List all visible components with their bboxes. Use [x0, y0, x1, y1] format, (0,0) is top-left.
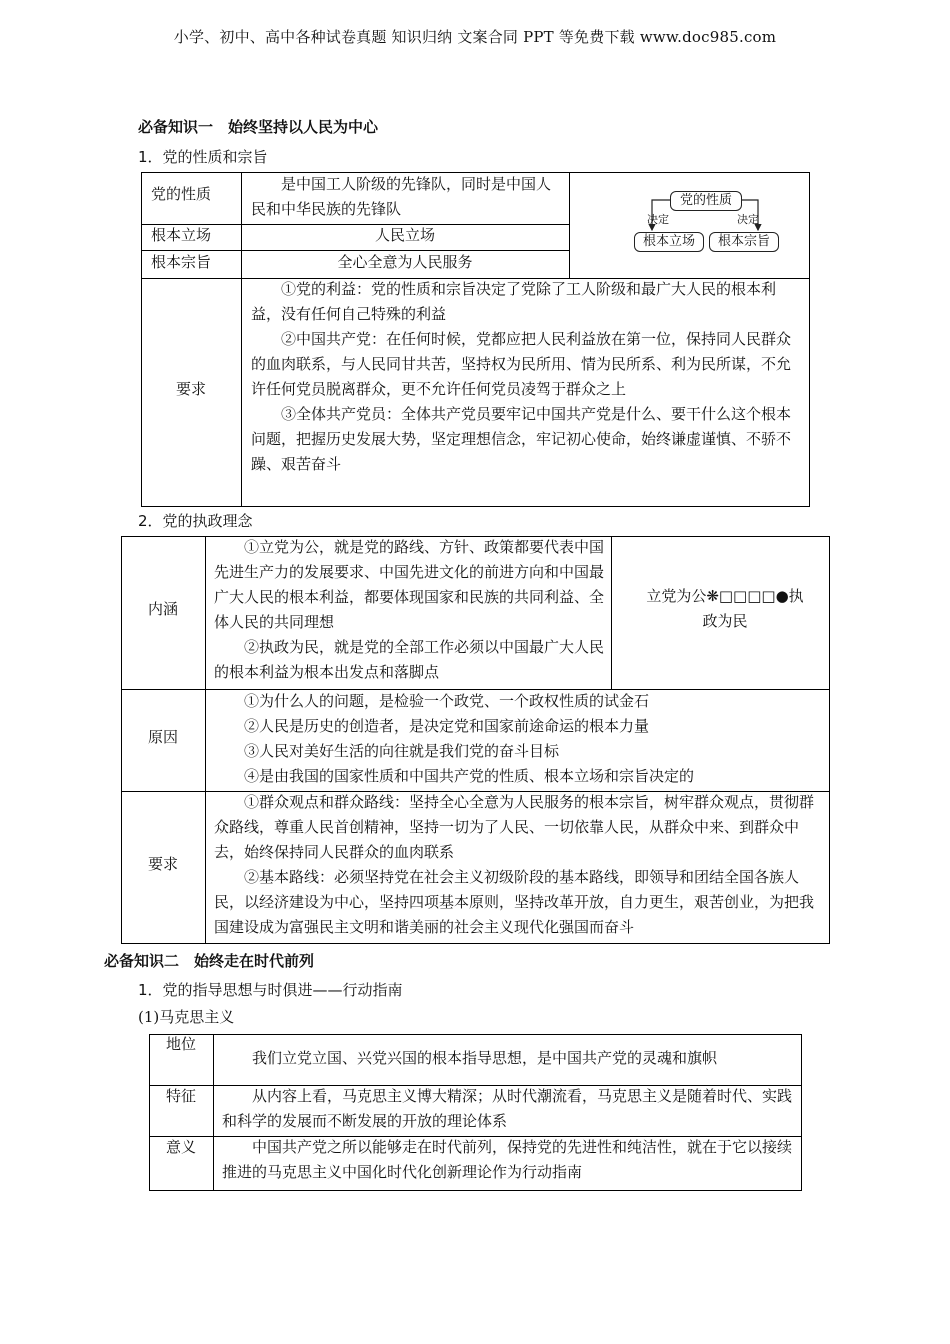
subsection-title-3a: (1)马克思主义 — [138, 1008, 235, 1026]
table-label-requirements: 要求 — [175, 380, 206, 398]
table-label-purpose: 根本宗旨 — [151, 253, 212, 271]
table-value-purpose: 全心全意为人民服务 — [337, 253, 473, 271]
table-value-nature: 是中国工人阶级的先锋队，同时是中国人民和中华民族的先锋队 — [251, 175, 552, 218]
table-label-feature: 特征 — [165, 1087, 196, 1105]
diagram-node-purpose: 根本宗旨 — [709, 232, 779, 252]
table-label-reason: 原因 — [147, 728, 178, 746]
requirement-item: ②中国共产党：在任何时候，党都应把人民利益放在第一位，保持同人民群众的血肉联系，与人民同甘共苦，坚持权为民所用、情为民所系、利为民所谋，不允许任何党员脱离群众，更不允许任何党员凌驾于群众之上 — [251, 330, 792, 398]
governance-req-item: ①群众观点和群众路线：坚持全心全意为人民服务的根本宗旨，树牢群众观点，贯彻群众路线，尊重人民首创精神，坚持一切为了人民、一切依靠人民，从群众中来、到群众中去，始终保持同人民群众的血肉联系 — [214, 793, 815, 861]
section-title-1: 必备知识一 始终坚持以人民为中心 — [138, 118, 379, 136]
table-value-feature: 从内容上看，马克思主义博大精深；从时代潮流看，马克思主义是随着时代、实践和科学的发展而不断发展的开放的理论体系 — [222, 1087, 793, 1130]
table-value-stance: 人民立场 — [374, 226, 435, 244]
table-value-governance-req — [214, 790, 822, 940]
connotation-summary: 立党为公❋□□□□●执政为民 — [646, 587, 804, 630]
table-value-connotation — [214, 535, 604, 685]
table-label-nature: 党的性质 — [151, 185, 212, 203]
table-value-status: 我们立党立国、兴党兴国的根本指导思想，是中国共产党的灵魂和旗帜 — [252, 1049, 718, 1067]
table-value-requirements — [251, 277, 799, 477]
diagram-edge-right: 决定 — [737, 213, 759, 226]
table-label-governance-req: 要求 — [147, 855, 178, 873]
section-title-2: 必备知识二 始终走在时代前列 — [104, 952, 315, 970]
page-header: 小学、初中、高中各种试卷真题 知识归纳 文案合同 PPT 等免费下载 www.doc985.com — [173, 28, 777, 46]
reason-item: ①为什么人的问题，是检验一个政党、一个政权性质的试金石 — [244, 692, 650, 710]
subsection-title-3: 1．党的指导思想与时俱进——行动指南 — [138, 981, 403, 999]
table-label-stance: 根本立场 — [151, 226, 212, 244]
diagram-node-stance: 根本立场 — [634, 232, 704, 252]
table-label-connotation: 内涵 — [147, 600, 178, 618]
reason-item: ④是由我国的国家性质和中国共产党的性质、根本立场和宗旨决定的 — [244, 767, 695, 785]
requirement-item: ①党的利益：党的性质和宗旨决定了党除了工人阶级和最广大人民的根本利益，没有任何自己特殊的利益 — [251, 280, 777, 323]
table-label-significance: 意义 — [165, 1138, 196, 1156]
table-value-reason — [214, 689, 824, 789]
connotation-item: ①立党为公，就是党的路线、方针、政策都要代表中国先进生产力的发展要求、中国先进文化的前进方向和中国最广大人民的根本利益，都要体现国家和民族的共同利益、全体人民的共同理想 — [214, 538, 605, 631]
subsection-title-1: 1．党的性质和宗旨 — [138, 148, 268, 166]
diagram-node-nature: 党的性质 — [670, 191, 742, 211]
requirement-item: ③全体共产党员：全体共产党员要牢记中国共产党是什么、要干什么这个根本问题，把握历史发展大势，坚定理想信念，牢记初心使命，始终谦虚谨慎、不骄不躁、艰苦奋斗 — [251, 405, 792, 473]
reason-item: ②人民是历史的创造者，是决定党和国家前途命运的根本力量 — [244, 717, 650, 735]
diagram-edge-left: 决定 — [647, 213, 669, 226]
governance-req-item: ②基本路线：必须坚持党在社会主义初级阶段的基本路线，即领导和团结全国各族人民，以经济建设为中心，坚持四项基本原则，坚持改革开放，自力更生，艰苦创业，为把我国建设成为富强民主文明和谐美丽的社会主义现代化强国而奋斗 — [214, 868, 815, 936]
subsection-title-2: 2．党的执政理念 — [138, 512, 253, 530]
connotation-item: ②执政为民，就是党的全部工作必须以中国最广大人民的根本利益为根本出发点和落脚点 — [214, 638, 605, 681]
reason-item: ③人民对美好生活的向往就是我们党的奋斗目标 — [244, 742, 560, 760]
table-value-significance: 中国共产党之所以能够走在时代前列，保持党的先进性和纯洁性，就在于它以接续推进的马克思主义中国化时代化创新理论作为行动指南 — [222, 1138, 793, 1181]
table-label-status: 地位 — [165, 1035, 196, 1053]
